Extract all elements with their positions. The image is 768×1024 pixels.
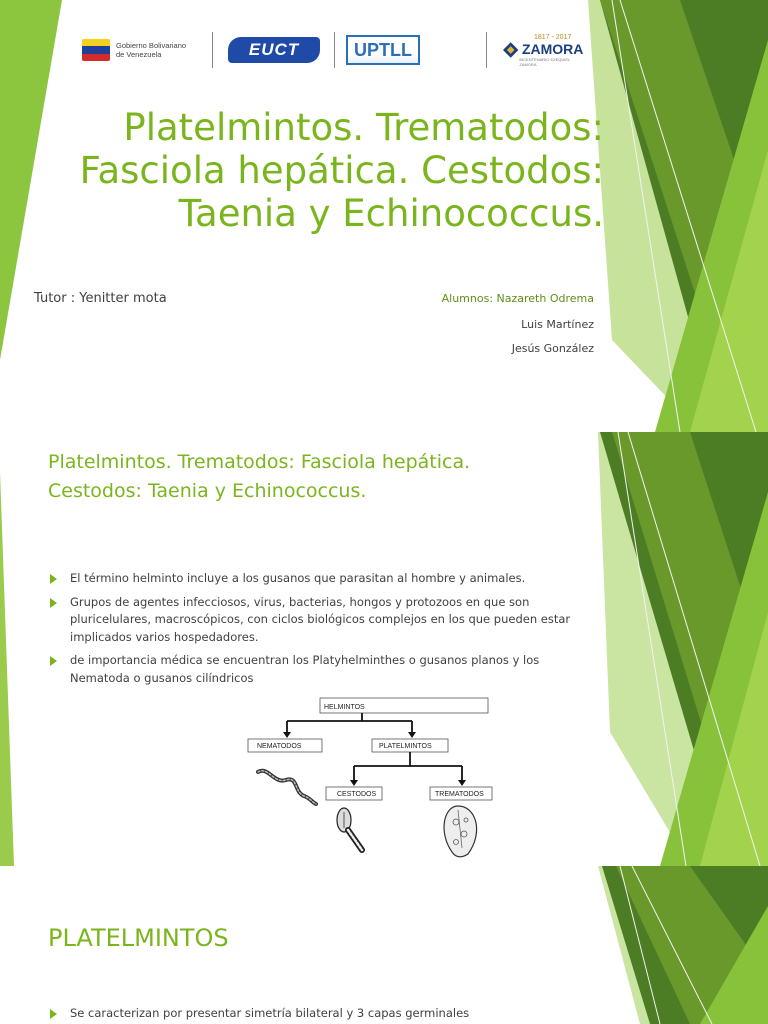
arrow-bullet-icon [50,1009,57,1019]
cestodos-label: CESTODOS [337,791,377,798]
venezuela-flag-icon [82,39,110,61]
arrow-bullet-icon [50,656,57,666]
bullet-list [48,570,588,693]
zamora-name: ZAMORA [521,40,584,57]
root-label: HELMINTOS [324,704,365,711]
logo-divider [486,32,487,68]
zamora-logo [502,30,586,70]
eucp-logo [228,30,320,70]
uptll-logo [346,30,420,70]
eucp-logo-text: EUCT [228,37,320,63]
gov-line2: de Venezuela [116,50,162,59]
title-line1: Platelmintos. Trematodos: [123,106,604,149]
list-item [48,570,588,588]
bullet-text: Grupos de agentes infecciosos, virus, bacterias, hongos y protozoos en que son pluricelulares, macroscópicos, con ciclos biológicos complejos en los que pueden estar implicados varios hospedadores. [70,594,571,644]
list-item [48,1006,608,1020]
title-slide [0,0,768,432]
title-line2: Cestodos: Taenia y Echinococcus. [48,480,367,502]
student-1: Alumnos: Nazareth Odrema [441,292,594,305]
slide2-title [48,448,608,506]
zamora-subtitle: BICENTENARIO EZEQUIEL ZAMORA [519,56,571,67]
arrow-bullet-icon [50,598,57,608]
list-item [48,652,588,687]
student-2: Luis Martínez [521,318,594,331]
tutor-name: Tutor : Yenitter mota [34,291,167,306]
gov-line1: Gobierno Bolivariano [116,41,187,50]
slide1-title [44,106,604,235]
nematodos-label: NEMATODOS [257,743,302,750]
nematode-worm-icon [258,771,316,804]
bullet-text: Se caracterizan por presentar simetría bilateral y 3 capas germinales [70,1006,470,1020]
content-slide-platelmintos [0,866,768,1024]
content-slide-helmintos [0,432,768,866]
logo-divider [212,32,213,68]
slide3-title: PLATELMINTOS [48,924,229,952]
uptll-logo-text: UPTLL [346,35,420,65]
bullet-text: de importancia médica se encuentran los Platyhelminthes o gusanos planos y los Nematoda o gusanos cilíndricos [70,653,540,685]
zamora-emblem-icon [502,41,519,59]
title-line2: Fasciola hepática. Cestodos: [79,149,604,192]
government-logo [82,30,186,70]
zamora-years: 1817 - 2017 [534,33,572,41]
bullet-text: El término helminto incluye a los gusanos que parasitan al hombre y animales. [70,571,526,585]
list-item [48,594,588,647]
student-3: Jesús González [511,342,594,355]
title-line1: Platelmintos. Trematodos: Fasciola hepática. [48,451,471,473]
arrow-bullet-icon [50,574,57,584]
platelmintos-label: PLATELMINTOS [379,743,432,750]
helmintos-diagram [212,688,542,860]
trematodos-label: TREMATODOS [435,791,484,798]
cestode-worm-icon [337,808,362,850]
trematode-leaf-icon [444,806,477,857]
title-line3: Taenia y Echinococcus. [178,192,604,235]
institution-logos [78,30,586,70]
logo-divider [334,32,335,68]
